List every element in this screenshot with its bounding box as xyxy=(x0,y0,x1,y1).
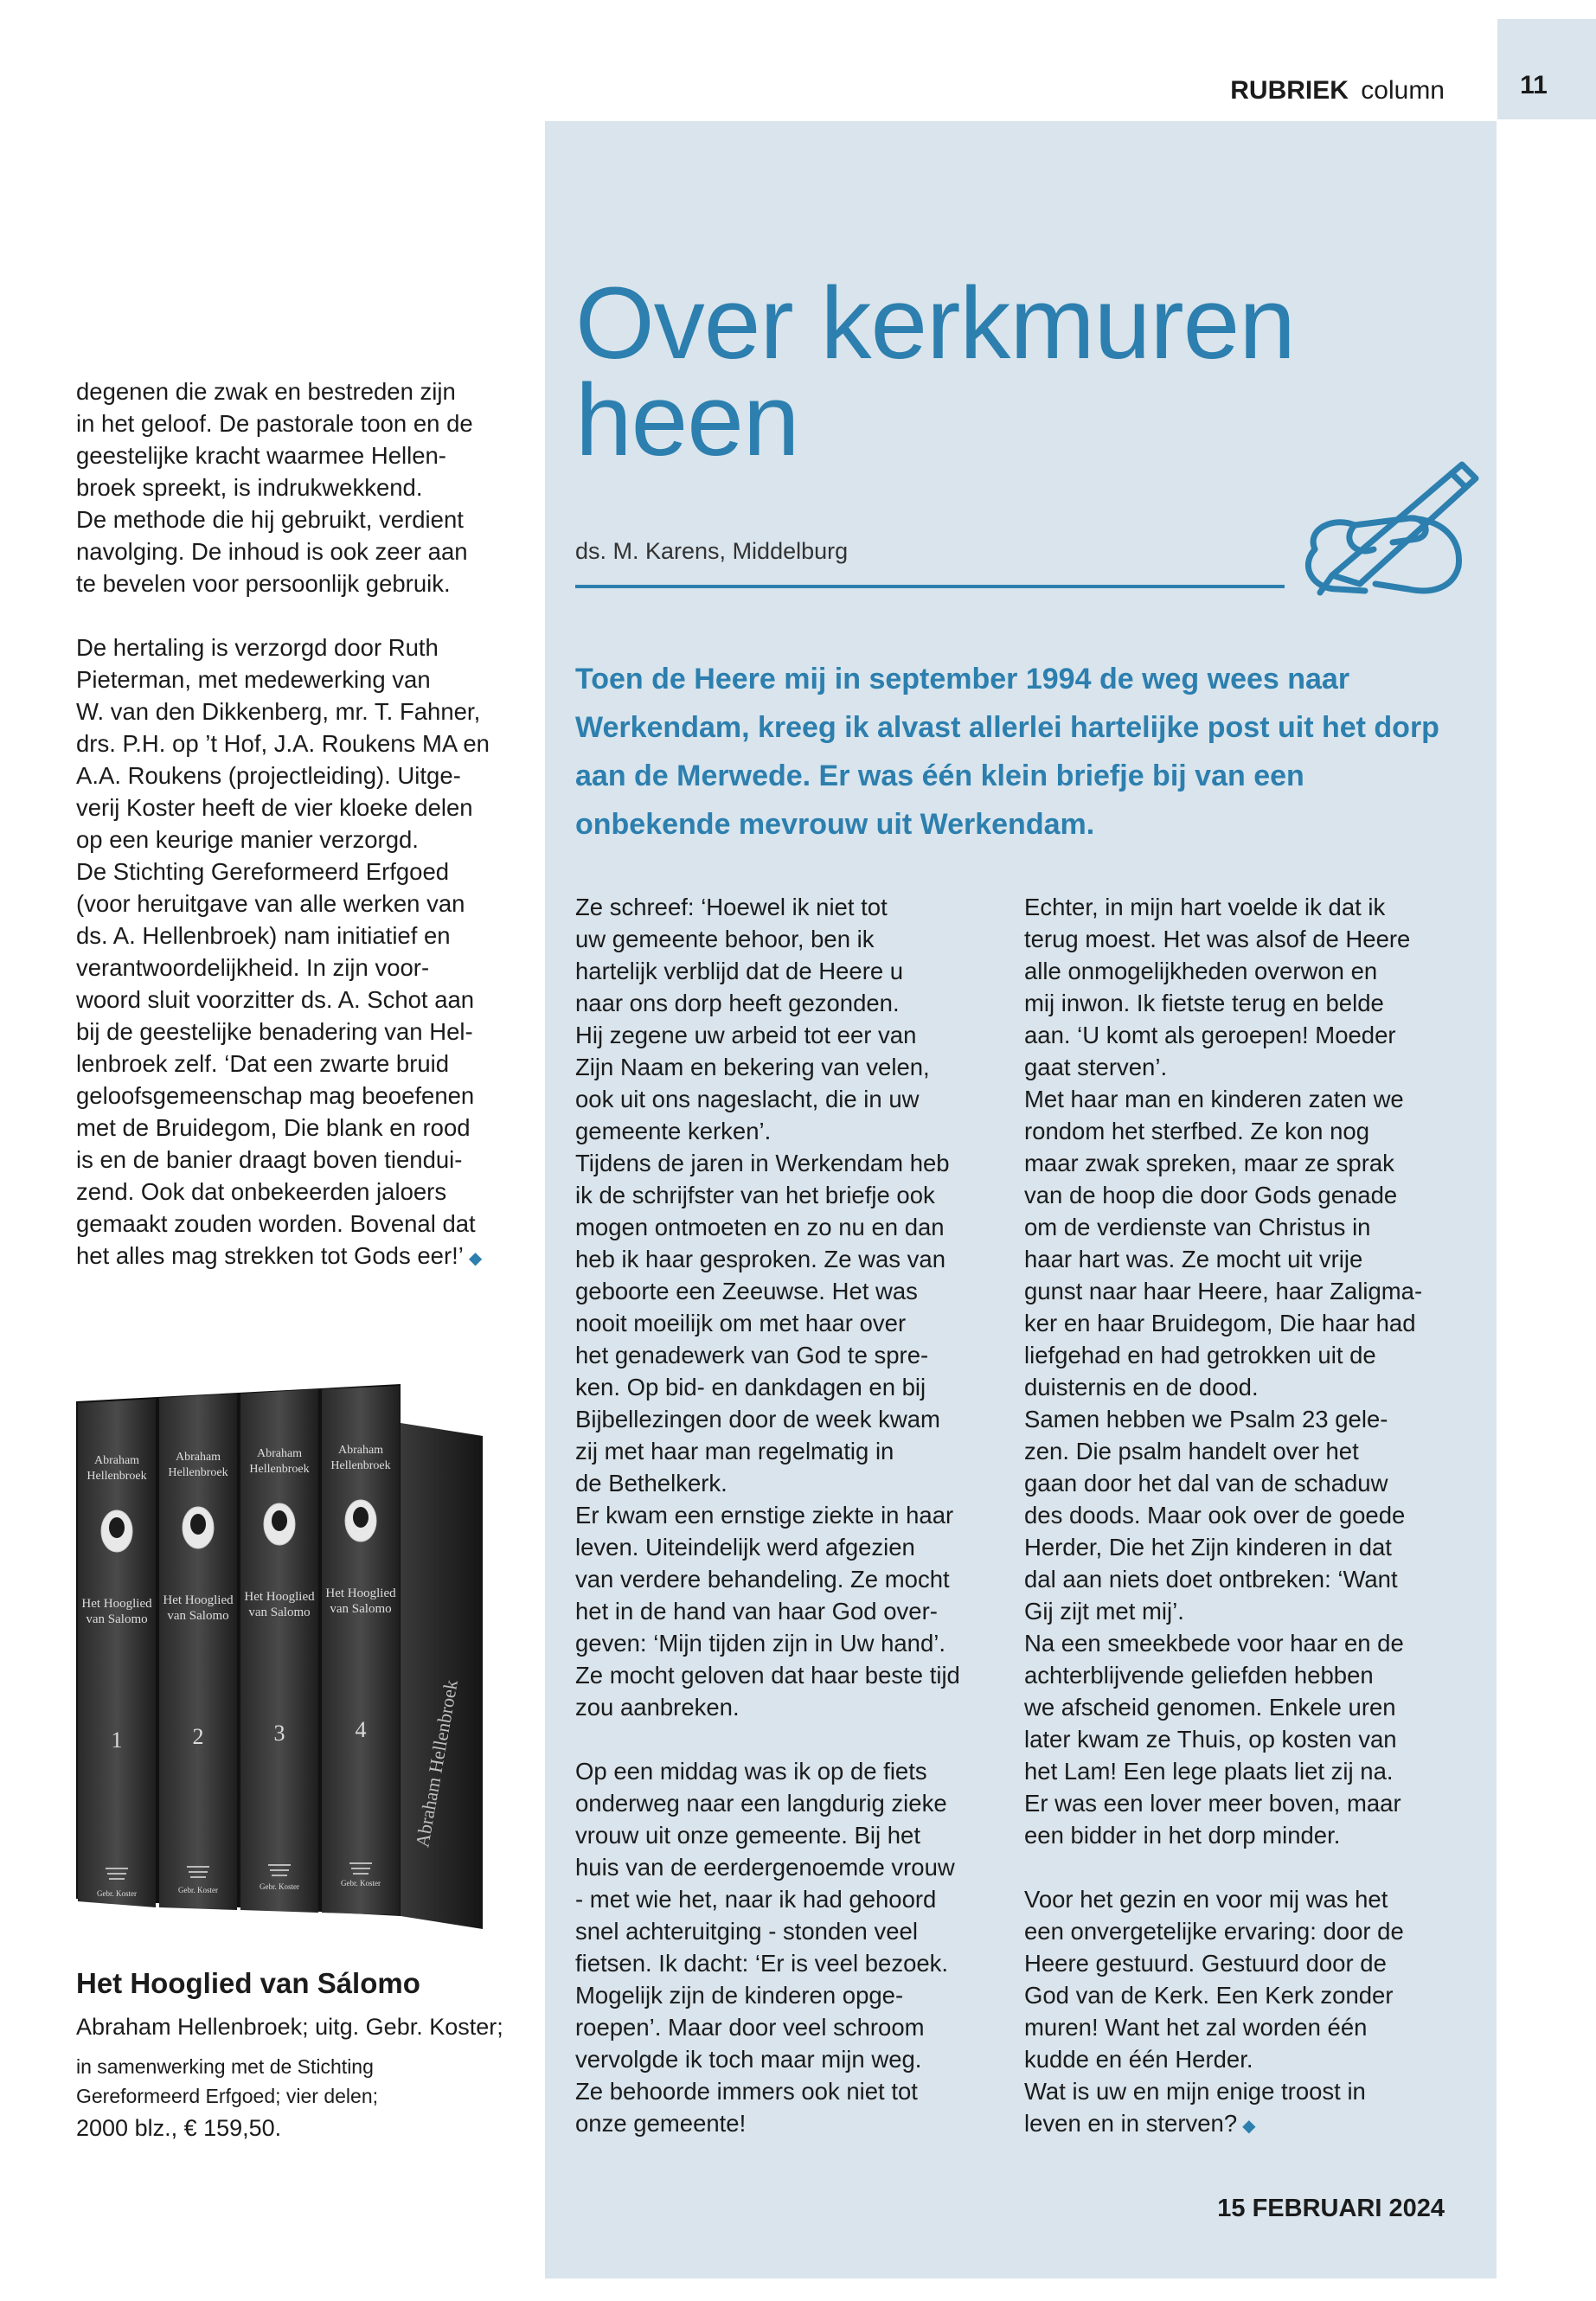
review-column xyxy=(76,375,535,1275)
spine-title-line: Het Hooglied xyxy=(81,1597,152,1611)
review-closing-text: De hertaling is verzorgd door Ruth Pieterman, met medewerking van W. van den Dikkenberg, mr. T. Fahner, drs. P.H. op ’t Hof, J.A. Roukens MA en A.A. Roukens (projectleiding). Uitge- verij Koster heeft de vier kloeke delen op een keurige manier verzorgd. De Stichting Gereformeerd Erfgoed (voor heruitgave van alle werken van ds. A. Hellenbroek) nam initiatief en verantwoordelijkheid. In zijn voor- woord sluit voorzitter ds. A. Schot aan bij de geestelijke benadering van Hel- lenbroek zelf. ‘Dat een zwarte bruid geloofsgemeenschap mag beoefenen met de Bruidegom, Die blank en rood is en de banier draagt boven tiendui- zend. Ook dat onbekeerden jaloers gemaakt zouden worden. Bovenal dat het alles mag strekken tot Gods eer!’ xyxy=(76,634,490,1269)
spine-title-line: van Salomo xyxy=(167,1609,229,1623)
spine-publisher: Gebr. Koster xyxy=(341,1879,381,1888)
spine-author-line: Hellenbroek xyxy=(168,1466,228,1479)
spine-title-line: van Salomo xyxy=(330,1602,392,1616)
book-side-author: Abraham Hellenbroek xyxy=(411,1677,462,1849)
spine-volume-number: 1 xyxy=(111,1727,123,1753)
review-paragraph xyxy=(76,631,535,1275)
spine-title-line: van Salomo xyxy=(86,1612,148,1626)
book-caption-title: Het Hooglied van Sálomo xyxy=(76,1967,420,1999)
diamond-icon: ◆ xyxy=(1242,2117,1256,2136)
spine-publisher: Gebr. Koster xyxy=(260,1882,299,1891)
article-column-right xyxy=(1024,891,1457,2143)
review-paragraph: degenen die zwak en bestreden zijn in het geloof. De pastorale toon en de geestelijke kracht waarmee Hellen- broek spreekt, is indrukwekkend. De methode die hij gebruikt, verdient navolging. De inhoud is ook zeer aan te bevelen voor persoonlijk gebruik. xyxy=(76,378,473,597)
spine-title-line: Het Hooglied xyxy=(325,1586,396,1600)
book-caption-author: Abraham Hellenbroek; uitg. Gebr. Koster; xyxy=(76,2014,503,2040)
spine-volume-number: 3 xyxy=(273,1721,285,1746)
issue-date: 15 FEBRUARI 2024 xyxy=(1217,2195,1445,2222)
article-paragraph: Op een middag was ik op de fiets onderweg naar een langdurig zieke vrouw uit onze gemeente. Bij het huis van de eerdergenoemde vrouw - met wie het, naar ik had gehoord snel achteruitging - stonden veel fietsen. Ik dacht: ‘Er is veel bezoek. Mogelijk zijn de kinderen opge- roepen’. Maar door veel schroom vervolgde ik toch maar mijn weg. Ze behoorde immers ook niet tot onze gemeente! xyxy=(575,1758,955,2137)
spine-title-line: van Salomo xyxy=(248,1606,311,1619)
subsection-label: column xyxy=(1361,76,1445,105)
article-closing-text: Voor het gezin en voor mij was het een onvergetelijke ervaring: door de Heere gestuurd. Gestuurd door de God van de Kerk. Een Kerk zonder muren! Want het zal worden één kudde en één Herder. Wat is uw en mijn enige troost in leven en in sterven? xyxy=(1024,1886,1404,2137)
spine-title-line: Het Hooglied xyxy=(244,1590,315,1604)
book-set-image xyxy=(76,1384,483,1929)
spine-volume-number: 2 xyxy=(192,1724,204,1749)
article-column-middle xyxy=(575,891,1008,2139)
page-number-tab xyxy=(1497,19,1596,119)
section-label: RUBRIEK xyxy=(1230,76,1349,105)
spine-author-line: Abraham xyxy=(93,1454,140,1467)
spine-author-line: Abraham xyxy=(175,1451,221,1464)
hand-writing-pen-icon xyxy=(1280,445,1488,601)
spine-author-line: Abraham xyxy=(337,1444,384,1457)
book-side-face xyxy=(401,1423,483,1929)
spine-author-line: Hellenbroek xyxy=(87,1470,147,1483)
article-title: Over kerkmuren heen xyxy=(575,266,1295,478)
spine-volume-number: 4 xyxy=(355,1717,367,1742)
spine-author-line: Hellenbroek xyxy=(249,1463,310,1476)
section-header xyxy=(1107,76,1445,106)
spine-title-line: Het Hooglied xyxy=(163,1593,234,1607)
spine-publisher: Gebr. Koster xyxy=(178,1886,218,1894)
article-intro: Toen de Heere mij in september 1994 de weg wees naar Werkendam, kreeg ik alvast allerlei hartelijke post uit het dorp aan de Merwede. Er was één klein briefje bij van een onbekende mevrouw uit Werkendam. xyxy=(575,663,1439,841)
title-divider xyxy=(575,585,1285,588)
spine-author-line: Abraham xyxy=(256,1447,303,1460)
page-number: 11 xyxy=(1520,71,1548,99)
spine-publisher: Gebr. Koster xyxy=(97,1889,137,1898)
article-paragraph xyxy=(1024,1883,1457,2143)
article-paragraph: Ze schreef: ‘Hoewel ik niet tot uw gemeente behoor, ben ik hartelijk verblijd dat de Heere u naar ons dorp heeft gezonden. Hij zegene uw arbeid tot eer van Zijn Naam en bekering van velen, ook uit ons nageslacht, die in uw gemeente kerken’. Tijdens de jaren in Werkendam heb ik de schrijfster van het briefje ook mogen ontmoeten en zo nu en dan heb ik haar gesproken. Ze was van geboorte een Zeeuwse. Het was nooit moeilijk om met haar over het genadewerk van God te spre- ken. Op bid- en dankdagen en bij Bijbellezingen door de week kwam zij met haar man regelmatig in de Bethelkerk. Er kwam een ernstige ziekte in haar leven. Uiteindelijk werd afgezien van verdere behandeling. Ze mocht het in de hand van haar God over- geven: ‘Mijn tijden zijn in Uw hand’. Ze mocht geloven dat haar beste tijd zou aanbreken. xyxy=(575,894,960,1721)
article-author: ds. M. Karens, Middelburg xyxy=(575,538,849,564)
book-caption-partnership: in samenwerking met de Stichting Gereformeerd Erfgoed; vier delen; xyxy=(76,2055,379,2107)
spine-author-line: Hellenbroek xyxy=(330,1459,391,1472)
book-caption-price: 2000 blz., € 159,50. xyxy=(76,2115,282,2141)
diamond-icon: ◆ xyxy=(468,1249,483,1268)
article-paragraph: Echter, in mijn hart voelde ik dat ik terug moest. Het was alsof de Heere alle onmogelijkheden overwon en mij inwon. Ik fietste terug en belde aan. ‘U komt als geroepen! Moeder gaat sterven’. Met haar man en kinderen zaten we rondom het sterfbed. Ze kon nog maar zwak spreken, maar ze sprak van de hoop die door Gods genade om de verdienste van Christus in haar hart was. Ze mocht uit vrije gunst naar haar Heere, haar Zaligma- ker en haar Bruidegom, Die haar had liefgehad en had getrokken uit de duisternis en de dood. Samen hebben we Psalm 23 gele- zen. Die psalm handelt over het gaan door het dal van de schaduw des doods. Maar ook over de goede Herder, Die het Zijn kinderen in dat dal aan niets doet ontbreken: ‘Want Gij zijt met mij’. Na een smeekbede voor haar en de achterblijvende geliefden hebben we afscheid genomen. Enkele uren later kwam ze Thuis, op kosten van het Lam! Een lege plaats liet zij na. Er was een lover meer boven, maar een bidder in het dorp minder. xyxy=(1024,894,1423,1849)
